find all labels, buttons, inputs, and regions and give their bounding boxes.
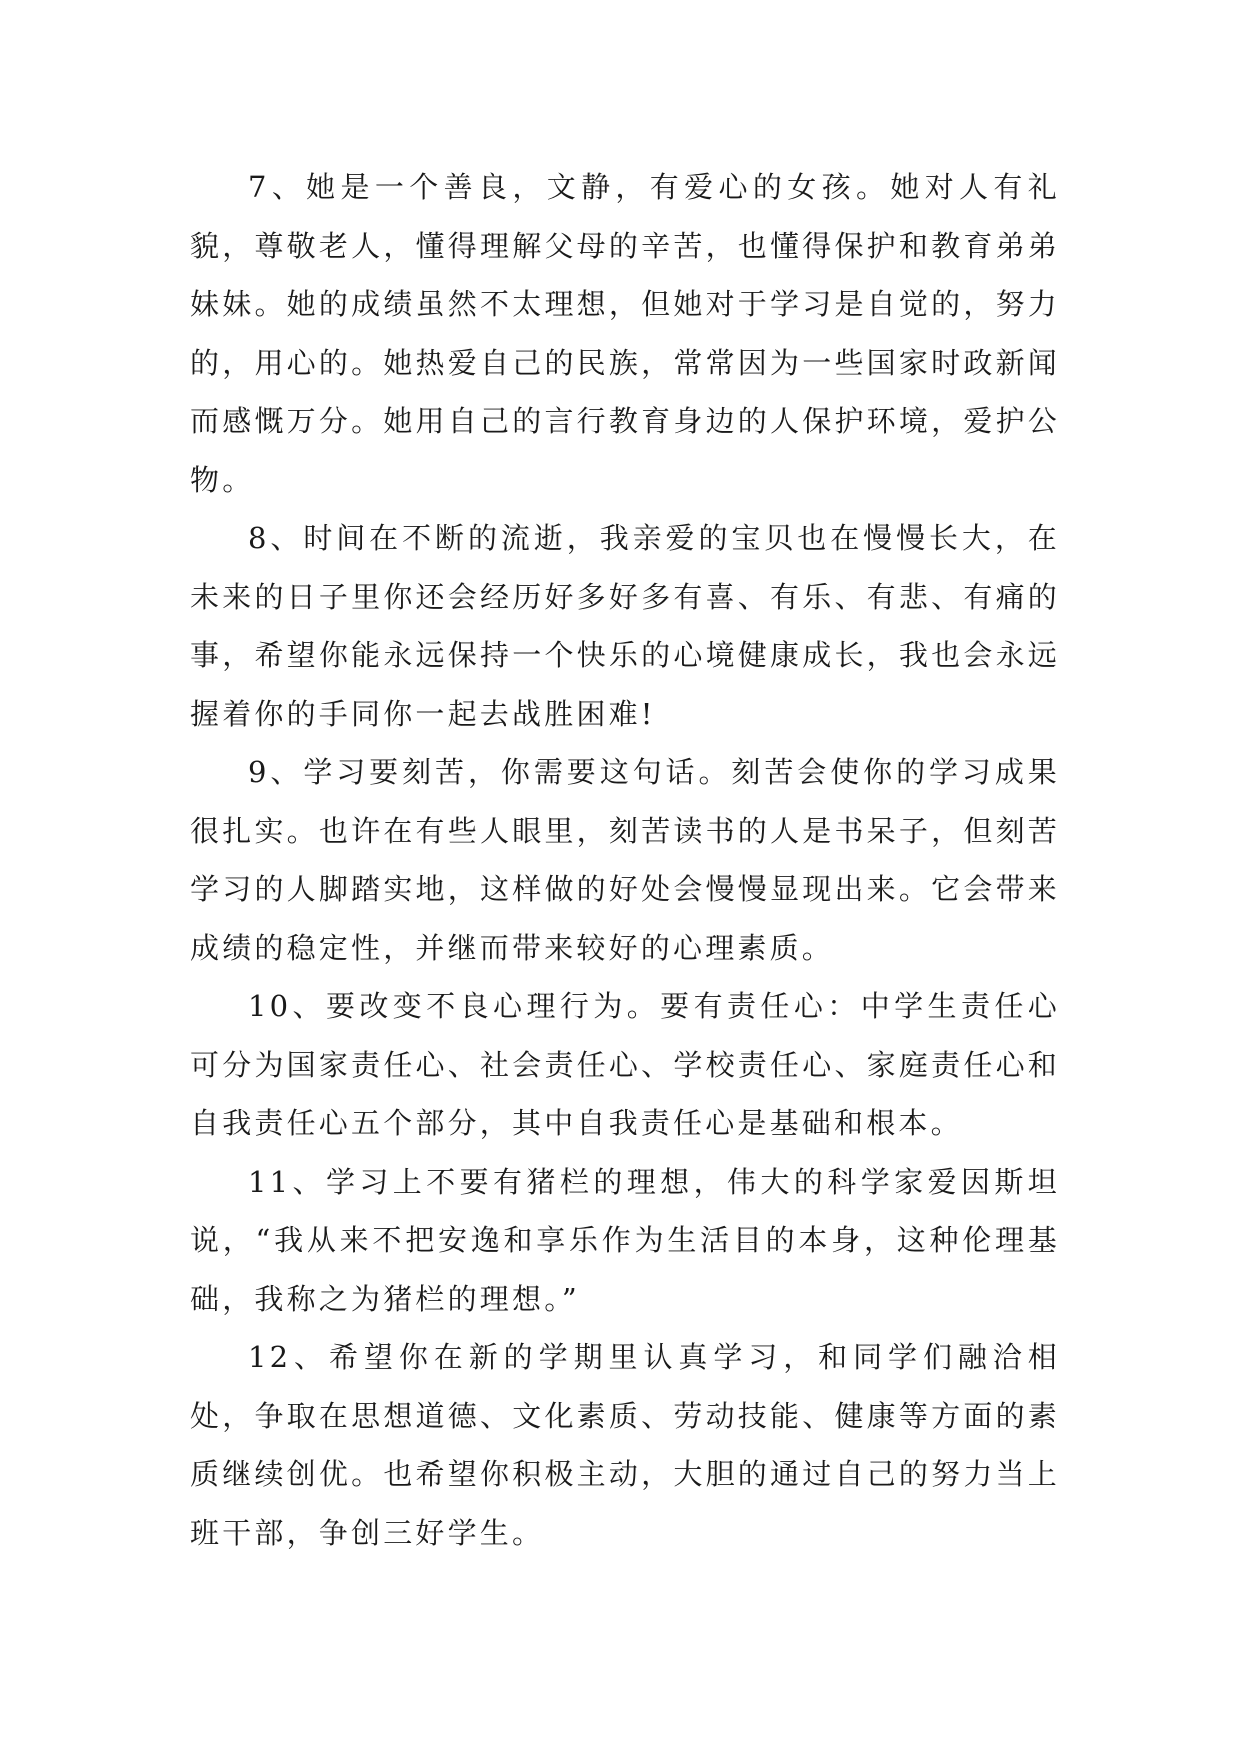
paragraph-8: 8、时间在不断的流逝，我亲爱的宝贝也在慢慢长大，在未来的日子里你还会经历好多好多有喜、有乐、有悲、有痛的事，希望你能永远保持一个快乐的心境健康成长，我也会永远握着你的手同你一起去战胜困难!	[190, 521, 1060, 731]
paragraph-7: 7、她是一个善良，文静，有爱心的女孩。她对人有礼貌，尊敬老人，懂得理解父母的辛苦，也懂得保护和教育弟弟妹妹。她的成绩虽然不太理想，但她对于学习是自觉的，努力的，用心的。她热爱自己的民族，常常因为一些国家时政新闻而感慨万分。她用自己的言行教育身边的人保护环境，爱护公物。	[190, 170, 1060, 497]
paragraph-9: 9、学习要刻苦，你需要这句话。刻苦会使你的学习成果很扎实。也许在有些人眼里，刻苦读书的人是书呆子，但刻苦学习的人脚踏实地，这样做的好处会慢慢显现出来。它会带来成绩的稳定性，并继而带来较好的心理素质。	[190, 755, 1060, 965]
paragraph-10: 10、要改变不良心理行为。要有责任心：中学生责任心可分为国家责任心、社会责任心、学校责任心、家庭责任心和自我责任心五个部分，其中自我责任心是基础和根本。	[190, 989, 1060, 1140]
paragraph-11: 11、学习上不要有猪栏的理想，伟大的科学家爱因斯坦说，“我从来不把安逸和享乐作为生活目的本身，这种伦理基础，我称之为猪栏的理想。”	[190, 1164, 1060, 1316]
document-body	[190, 158, 1060, 1562]
paragraph-12: 12、希望你在新的学期里认真学习，和同学们融洽相处，争取在思想道德、文化素质、劳动技能、健康等方面的素质继续创优。也希望你积极主动，大胆的通过自己的努力当上班干部，争创三好学生。	[190, 1340, 1060, 1550]
